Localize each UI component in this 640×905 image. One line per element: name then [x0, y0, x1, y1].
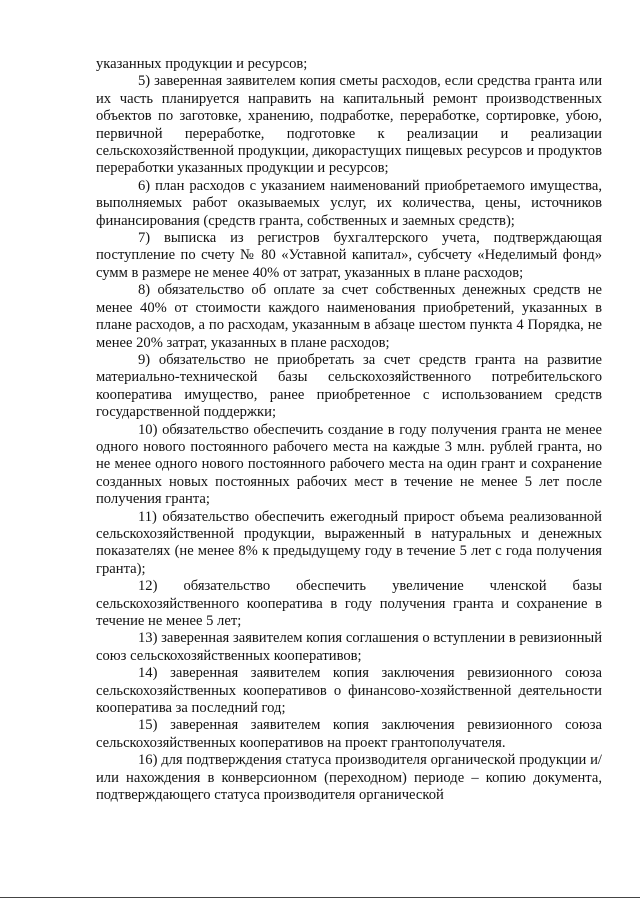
paragraph-item-6: 6) план расходов с указанием наименований приобретаемого имущества, выполняемых работ оказываемых услуг, их количества, цены, источников финансирования (средств гранта, собственных и заемных средств); [96, 177, 602, 229]
paragraph-item-13: 13) заверенная заявителем копия соглашения о вступлении в ревизионный союз сельскохозяйственных кооперативов; [96, 630, 602, 664]
paragraph-item-11: 11) обязательство обеспечить ежегодный прирост объема реализованной сельскохозяйственной продукции, выраженный в натуральных и денежных показателях (не менее 8% к предыдущему году в течение 5 лет с года получения гранта); [96, 508, 602, 577]
page-bottom-divider [0, 897, 640, 898]
paragraph-item-15: 15) заверенная заявителем копия заключения ревизионного союза сельскохозяйственных кооперативов на проект грантополучателя. [96, 717, 602, 751]
paragraph-item-14: 14) заверенная заявителем копия заключения ревизионного союза сельскохозяйственных кооперативов о финансово-хозяйственной деятельности кооператива за последний год; [96, 665, 602, 717]
paragraph-item-5: 5) заверенная заявителем копия сметы расходов, если средства гранта или их часть планируется направить на капитальный ремонт производственных объектов по заготовке, хранению, подработке, переработке, сортировке, убою, первичной переработке, подготовке к реализации и реализации сельскохозяйственной продукции, дикорастущих пищевых ресурсов и продуктов переработки указанных продукции и ресурсов; [96, 73, 602, 177]
document-body [96, 56, 602, 804]
paragraph-continuation: указанных продукции и ресурсов; [96, 56, 308, 72]
paragraph-item-10: 10) обязательство обеспечить создание в году получения гранта не менее одного нового постоянного рабочего места на каждые 3 млн. рублей гранта, но не менее одного нового постоянного рабочего места на один грант и сохранение созданных новых постоянных рабочих мест в течение не менее 5 лет после получения гранта; [96, 421, 602, 508]
paragraph-item-16: 16) для подтверждения статуса производителя органической продукции и/или нахождения в конверсионном (переходном) периоде – копию документа, подтверждающего статуса производителя органической [96, 752, 602, 804]
paragraph-item-12: 12) обязательство обеспечить увеличение членской базы сельскохозяйственного кооператива в году получения гранта и сохранение в течение не менее 5 лет; [96, 578, 602, 629]
paragraph-item-8: 8) обязательство об оплате за счет собственных денежных средств не менее 40% от стоимости каждого наименования приобретений, указанных в плане расходов, а по расходам, указанным в абзаце шестом пункта 4 Порядка, не менее 20% затрат, указанных в плане расходов; [96, 282, 602, 351]
paragraph-item-7: 7) выписка из регистров бухгалтерского учета, подтверждающая поступление по счету № 80 «Уставной капитал», субсчету «Неделимый фонд» сумм в размере не менее 40% от затрат, указанных в плане расходов; [96, 230, 602, 281]
paragraph-item-9: 9) обязательство не приобретать за счет средств гранта на развитие материально-технической базы сельскохозяйственного потребительского кооператива имущество, ранее приобретенное с использованием средств государственной поддержки; [96, 351, 602, 421]
